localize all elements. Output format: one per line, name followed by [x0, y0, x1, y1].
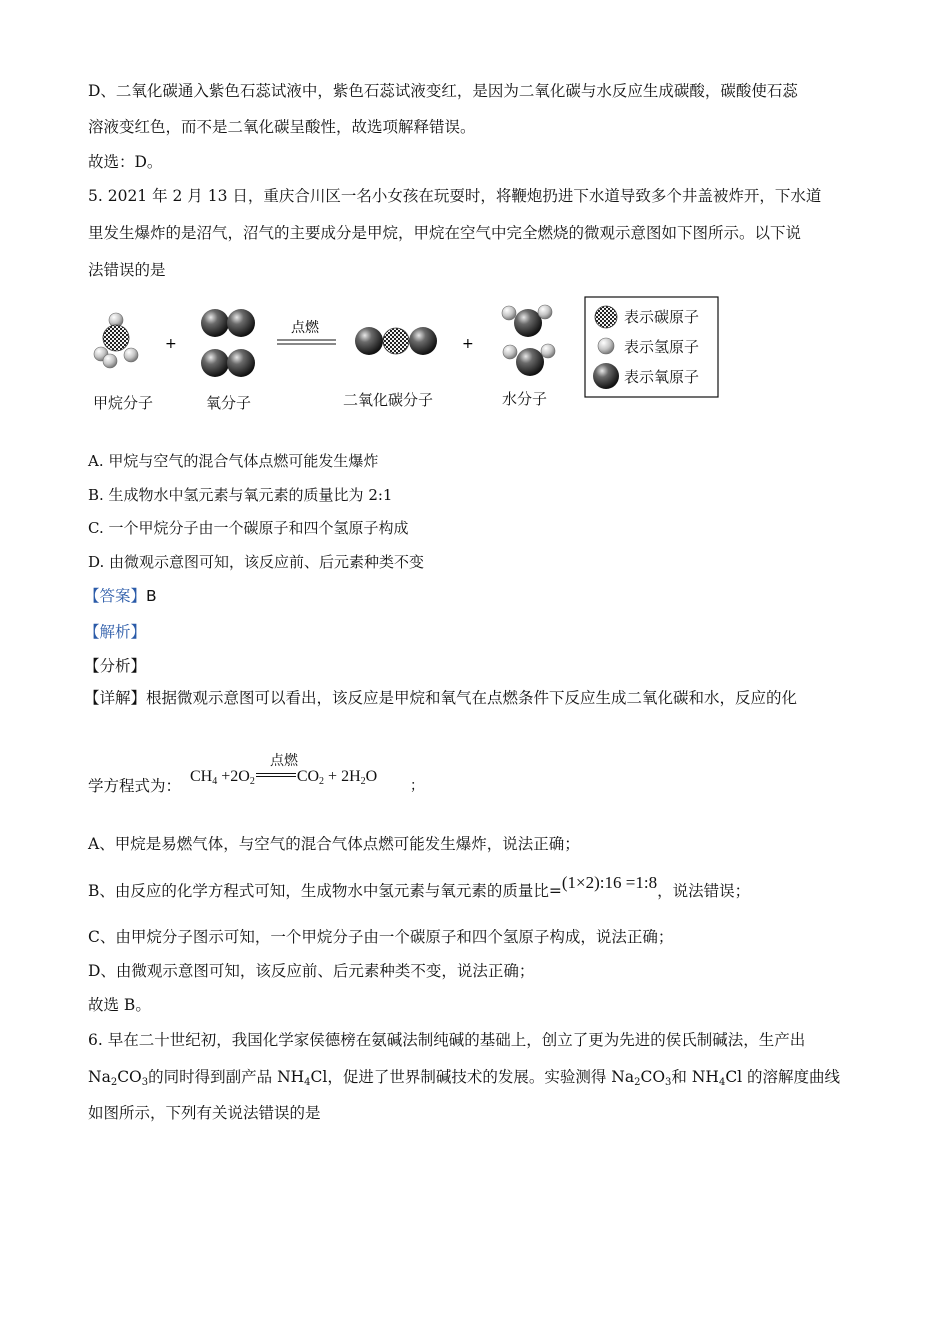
prev-final-choice: 故选：D。	[88, 153, 163, 171]
fenxi-tag: 【分析】	[84, 657, 147, 675]
detail-text: 根据微观示意图可以看出，该反应是甲烷和氧气在点燃条件下反应生成二氧化碳和水，反应的化	[146, 689, 798, 707]
q6-line2-part4: Cl 的溶解度曲线	[725, 1068, 841, 1086]
hydrogen-atom	[541, 344, 555, 358]
carbon-dioxide-molecule	[355, 327, 437, 355]
methane-label: 甲烷分子	[93, 394, 154, 412]
legend-hydrogen-label: 表示氢原子	[624, 338, 700, 356]
equation-suffix: ；	[410, 779, 424, 794]
q5-option-b: B. 生成物水中氢元素与氧元素的质量比为 2:1	[88, 486, 393, 504]
equation-condition: 点燃	[270, 753, 298, 769]
legend-oxygen-atom	[593, 363, 619, 389]
plus-sign: +	[165, 336, 177, 352]
equation-prefix: 学方程式为：	[88, 777, 182, 795]
hydrogen-atom	[503, 345, 517, 359]
water-molecule	[503, 344, 555, 376]
q5-final-choice: 故选 B。	[88, 996, 151, 1014]
q5-option-c: C. 一个甲烷分子由一个碳原子和四个氢原子构成	[88, 519, 409, 537]
oxygen-atom	[516, 348, 544, 376]
methane-molecule	[94, 313, 138, 368]
explanation-a: A、甲烷是易燃气体，与空气的混合气体点燃可能发生爆炸，说法正确；	[88, 835, 580, 853]
analysis-tag: 【解析】	[84, 623, 147, 641]
q5-option-d: D. 由微观示意图可知，该反应前、后元素种类不变	[88, 553, 425, 571]
legend-carbon-atom	[595, 306, 617, 328]
plus-sign: +	[462, 336, 474, 352]
detail-tag: 【详解】	[84, 689, 147, 707]
q6-stem-line1: 6. 早在二十世纪初，我国化学家侯德榜在氨碱法制纯碱的基础上，创立了更为先进的侯氏制碱法，生产出	[88, 1031, 806, 1049]
legend-oxygen-label: 表示氧原子	[624, 368, 700, 386]
reaction-condition-label: 点燃	[291, 320, 319, 336]
equation-condition-bar	[255, 772, 297, 782]
q6-stem-line2: $Na_2CO_3$的同时得到副产品 $NH_4Cl$，促进了世界制碱技术的发展。实验测得 $Na_2CO_3$和 $NH_4Cl$ 的溶解度曲线	[88, 1068, 841, 1088]
carbon-atom	[383, 328, 409, 354]
explanation-b-suffix: ，说法错误；	[657, 882, 751, 900]
oxygen-atom	[201, 309, 229, 337]
hydrogen-atom	[124, 348, 138, 362]
q5-stem-line1: 5. 2021 年 2 月 13 日，重庆合川区一名小女孩在玩耍时，将鞭炮扔进下水道导致多个井盖被炸开，下水道	[88, 187, 822, 205]
oxygen-atom	[227, 349, 255, 377]
legend-hydrogen-atom	[598, 338, 614, 354]
oxygen-molecule	[201, 309, 255, 337]
carbon-atom	[103, 325, 129, 351]
explanation-d: D、由微观示意图可知，该反应前、后元素种类不变，说法正确；	[88, 962, 535, 980]
mass-ratio: (1×2):16 =1:8	[561, 873, 658, 892]
oxygen-atom	[409, 327, 437, 355]
q5-stem-line3: 法错误的是	[88, 261, 166, 279]
oxygen-label: 氧分子	[206, 394, 252, 412]
water-molecule	[502, 305, 552, 337]
q6-line2-part3: 和 NH	[671, 1068, 719, 1086]
oxygen-atom	[201, 349, 229, 377]
answer-tag: 【答案】	[84, 587, 147, 605]
oxygen-atom	[355, 327, 383, 355]
oxygen-molecule	[201, 349, 255, 377]
hydrogen-atom	[103, 354, 117, 368]
q5-option-a: A. 甲烷与空气的混合气体点燃可能发生爆炸	[88, 452, 379, 470]
methane-combustion-diagram	[88, 292, 728, 422]
oxygen-atom	[227, 309, 255, 337]
q6-line2-part2: Cl，促进了世界制碱技术的发展。实验测得 Na	[310, 1068, 635, 1086]
chemical-equation: $CH_4 +2O_2$ $CO_2 + 2H_2O$	[190, 768, 378, 787]
q6-stem-line3: 如图所示，下列有关说法错误的是	[88, 1104, 321, 1122]
q6-line2-part1: 的同时得到副产品 NH	[148, 1068, 305, 1086]
hydrogen-atom	[538, 305, 552, 319]
legend-carbon-label: 表示碳原子	[624, 308, 700, 326]
co2-label: 二氧化碳分子	[343, 391, 434, 409]
explanation-c: C、由甲烷分子图示可知，一个甲烷分子由一个碳原子和四个氢原子构成，说法正确；	[88, 928, 674, 946]
hydrogen-atom	[502, 306, 516, 320]
water-label: 水分子	[502, 390, 548, 408]
explanation-b	[88, 873, 868, 902]
answer-value: B	[146, 587, 157, 605]
q5-stem-line2: 里发生爆炸的是沼气，沼气的主要成分是甲烷，甲烷在空气中完全燃烧的微观示意图如下图所示。以下说	[88, 224, 802, 242]
prev-option-d-explanation-line2: 溶液变红色，而不是二氧化碳呈酸性，故选项解释错误。	[88, 118, 476, 136]
prev-option-d-explanation-line1: D、二氧化碳通入紫色石蕊试液中，紫色石蕊试液变红，是因为二氧化碳与水反应生成碳酸，碳酸使石蕊	[88, 82, 798, 100]
answer-line	[84, 585, 864, 607]
detail-line	[84, 687, 864, 709]
explanation-b-prefix: B、由反应的化学方程式可知，生成物水中氢元素与氧元素的质量比=	[88, 882, 562, 900]
